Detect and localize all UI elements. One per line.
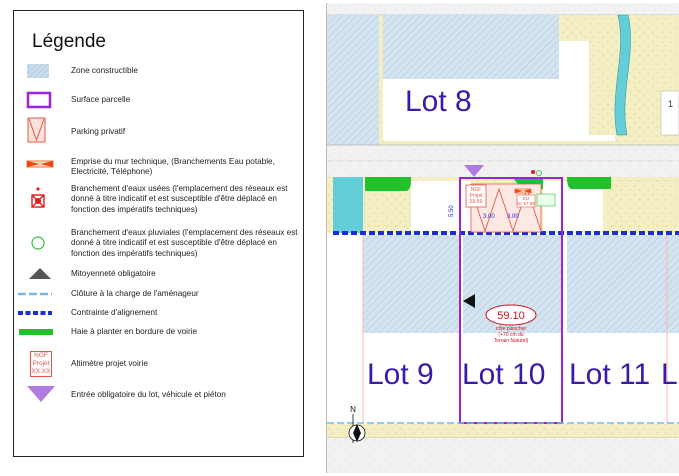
lot-11-buildable-zone xyxy=(567,235,679,333)
elevation-value: 59.10 xyxy=(497,310,525,322)
hedge-left xyxy=(365,177,411,191)
ngf-text: 59.59 xyxy=(469,199,483,205)
triangle-icon xyxy=(26,267,60,281)
water-strip xyxy=(333,177,363,233)
legend-label: Parking privatif xyxy=(71,127,126,136)
lot-8-label: Lot 8 xyxy=(405,85,472,118)
hedge-icon xyxy=(19,328,53,336)
ngf-box-icon xyxy=(30,351,52,377)
ngf-text: Projet xyxy=(32,360,50,367)
lot-9-label: Lot 9 xyxy=(367,358,434,391)
ngf-text: NGF xyxy=(34,352,48,359)
alignment-line-icon xyxy=(18,309,52,317)
legend-label: Haie à planter en bordure de voirie xyxy=(71,327,198,336)
elevation-caption: Terrain Naturel) xyxy=(493,338,529,344)
road-bottom xyxy=(327,438,679,473)
ep-marker xyxy=(537,194,555,206)
rear-path xyxy=(327,424,679,438)
legend-label: Mitoyenneté obligatoire xyxy=(71,269,156,278)
elevation-caption: côte plancher xyxy=(495,326,527,332)
lot-11-label: Lot 11 xyxy=(569,358,651,391)
legend-label: Emprise du mur technique, (Branchements Eau potable, Electricité, Téléphone) xyxy=(71,157,275,177)
technical-wall-icon xyxy=(26,158,60,170)
fence-line-icon xyxy=(18,290,52,298)
rainwater-icon xyxy=(26,232,60,254)
site-plan-map xyxy=(326,3,679,473)
legend-label: Branchement d'eaux pluviales (l'emplacement des réseaux est donné à titre indicatif et est susceptible d'être déplacé en fonction des impératifs techniques) xyxy=(71,228,298,258)
lot-12-partial-label: L xyxy=(661,358,678,391)
hatched-zone-icon xyxy=(26,63,60,79)
upper-left-zone xyxy=(327,15,379,145)
elevation-caption: (+70 cm du xyxy=(498,332,524,338)
parking-icon xyxy=(26,117,60,143)
road-top xyxy=(327,3,679,15)
legend-label: Entrée obligatoire du lot, véhicule et piéton xyxy=(71,390,226,399)
eu-text: fe: 57.98 xyxy=(517,201,535,206)
lot-9-front xyxy=(411,181,471,231)
hedge-right xyxy=(567,177,611,189)
legend-label: Surface parcelle xyxy=(71,95,131,104)
north-label: N xyxy=(350,405,356,414)
dimension-label: 5.50 xyxy=(449,205,455,217)
legend-panel xyxy=(13,10,304,457)
ngf-text: XX.XX xyxy=(31,368,51,375)
parcel-number: 1 xyxy=(668,99,674,109)
legend-label: Zone constructible xyxy=(71,66,138,75)
ngf-text: Projet xyxy=(469,193,483,199)
site-plan-svg xyxy=(327,3,679,473)
dimension-label: 3.00 xyxy=(483,214,495,220)
wastewater-icon xyxy=(531,170,535,174)
legend-label: Branchement d'eaux usées (l'emplacement des réseaux est donné à titre indicatif et est susceptible d'être déplacé en fonction des impératifs techniques) xyxy=(71,184,288,214)
legend-title: Légende xyxy=(32,31,106,52)
lot-10-label: Lot 10 xyxy=(462,358,546,391)
entry-triangle-icon xyxy=(26,384,60,404)
legend-label: Contrainte d'alignement xyxy=(71,308,158,317)
legend-label: Clôture à la charge de l'aménageur xyxy=(71,289,199,298)
parcel-outline-icon xyxy=(26,91,60,109)
dimension-label: 3.00 xyxy=(507,214,519,220)
eu-text: EU xyxy=(522,196,530,201)
neighbor-parcel xyxy=(661,91,679,135)
lot-8-buildable-zone xyxy=(383,15,559,79)
legend-label: Altimètre projet voirie xyxy=(71,359,148,368)
lot-9-buildable-zone xyxy=(363,235,459,333)
wastewater-icon xyxy=(26,186,60,214)
ngf-text: NGF xyxy=(470,187,482,193)
